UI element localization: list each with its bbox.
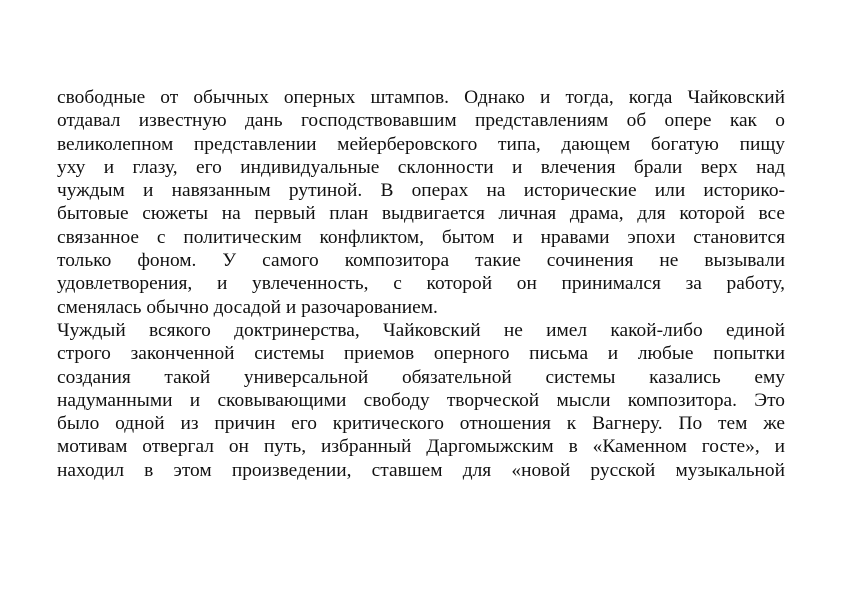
text-line: надуманными и сковывающими свободу творческой мысли композитора. Это (57, 389, 785, 411)
text-line: удовлетворения, и увлеченность, с которой он принимался за работу, (57, 273, 785, 295)
text-line: отдавал известную дань господствовавшим представлениям об опере как о (57, 110, 785, 132)
paragraph-1 (57, 86, 785, 319)
text-line: создания такой универсальной обязательной системы казались ему (57, 366, 785, 388)
text-line: было одной из причин его критического отношения к Вагнеру. По тем же (57, 413, 785, 435)
text-line: бытовые сюжеты на первый план выдвигается личная драма, для которой все (57, 203, 785, 225)
text-line: великолепном представлении мейерберовского типа, дающем богатую пищу (57, 133, 785, 155)
text-line: мотивам отвергал он путь, избранный Даргомыжским в «Каменном госте», и (57, 436, 785, 458)
text-line: только фоном. У самого композитора такие сочинения не вызывали (57, 250, 785, 272)
text-line: свободные от обычных оперных штампов. Однако и тогда, когда Чайковский (57, 87, 785, 108)
paragraph-2 (57, 319, 785, 482)
text-line: находил в этом произведении, ставшем для «новой русской музыкальной (57, 459, 785, 481)
body-text (57, 86, 785, 482)
text-line: уху и глазу, его индивидуальные склонности и влечения брали верх над (57, 156, 785, 178)
text-line: сменялась обычно досадой и разочарованием. (57, 296, 438, 318)
text-line: чуждым и навязанным рутиной. В операх на исторические или историко- (57, 180, 785, 202)
text-line: связанное с политическим конфликтом, бытом и нравами эпохи становится (57, 226, 785, 248)
text-line: Чуждый всякого доктринерства, Чайковский не имел какой-либо единой (57, 319, 785, 341)
text-line: строго законченной системы приемов оперного письма и любые попытки (57, 343, 785, 365)
